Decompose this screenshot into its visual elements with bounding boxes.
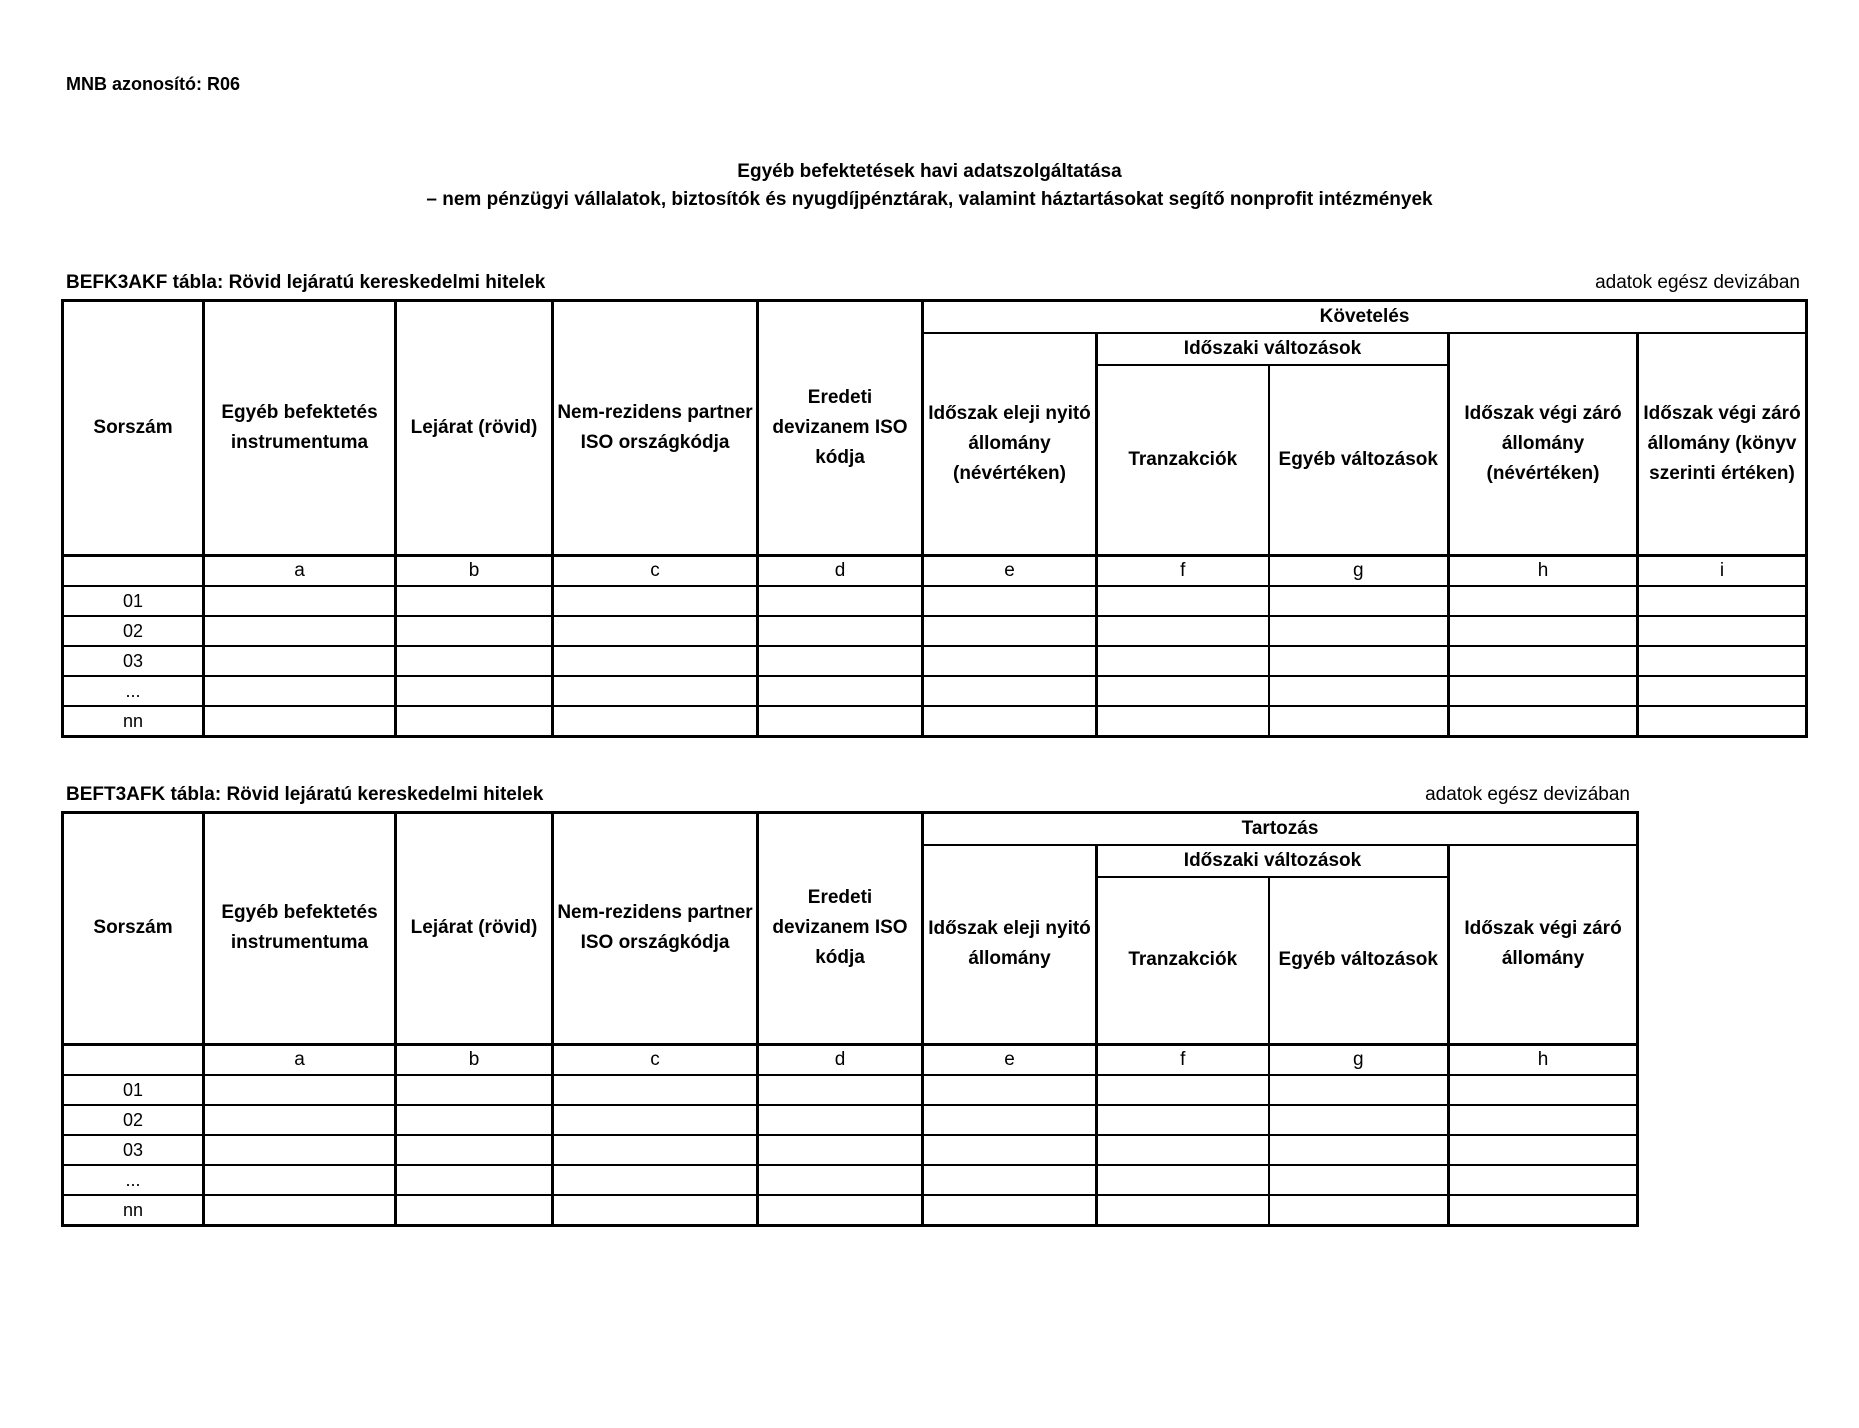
table2-unit: adatok egész devizában — [1425, 784, 1630, 805]
data-cell[interactable] — [1638, 646, 1807, 676]
data-cell[interactable] — [758, 1165, 923, 1195]
header-col-e: Időszak eleji nyitó állomány (névértéken) — [923, 333, 1097, 555]
data-cell[interactable] — [758, 676, 923, 706]
table-row — [63, 616, 1807, 646]
table-row — [63, 676, 1807, 706]
data-cell[interactable] — [1097, 646, 1269, 676]
table-row — [63, 706, 1807, 737]
letter-blank — [63, 1044, 204, 1075]
data-cell[interactable] — [923, 706, 1097, 737]
group-header-kovetel: Követelés — [923, 301, 1807, 334]
data-cell[interactable] — [1269, 1105, 1449, 1135]
row-number: 01 — [63, 1075, 204, 1105]
header-col-b: Lejárat (rövid) — [396, 301, 553, 556]
data-cell[interactable] — [553, 1165, 758, 1195]
table1-unit: adatok egész devizában — [1595, 272, 1800, 293]
data-cell[interactable] — [1097, 706, 1269, 737]
row-number: 03 — [63, 1135, 204, 1165]
table-row — [63, 1135, 1638, 1165]
header-col-g: Egyéb változások — [1269, 365, 1449, 555]
header-col-h: Időszak végi záró állomány — [1449, 845, 1638, 1044]
data-cell[interactable] — [553, 1105, 758, 1135]
data-cell[interactable] — [923, 1075, 1097, 1105]
row-number: nn — [63, 1195, 204, 1226]
table2-caption: BEFT3AFK tábla: Rövid lejáratú kereskedelmi hitelek — [66, 784, 544, 805]
column-letter: b — [396, 1044, 553, 1075]
column-letter: f — [1097, 555, 1269, 586]
data-cell[interactable] — [396, 676, 553, 706]
table-row — [63, 1165, 1638, 1195]
header-col-h: Időszak végi záró állomány (névértéken) — [1449, 333, 1638, 555]
data-cell[interactable] — [1097, 676, 1269, 706]
table-row — [63, 1195, 1638, 1226]
data-cell[interactable] — [923, 1165, 1097, 1195]
data-cell[interactable] — [1269, 1135, 1449, 1165]
letter-blank — [63, 555, 204, 586]
data-cell[interactable] — [204, 646, 396, 676]
data-cell[interactable] — [923, 586, 1097, 616]
column-letter: h — [1449, 555, 1638, 586]
data-cell[interactable] — [1269, 646, 1449, 676]
data-cell[interactable] — [1449, 616, 1638, 646]
column-letter: g — [1269, 1044, 1449, 1075]
row-number: 02 — [63, 1105, 204, 1135]
data-cell[interactable] — [396, 1195, 553, 1226]
data-cell[interactable] — [758, 1135, 923, 1165]
column-letter: b — [396, 555, 553, 586]
data-cell[interactable] — [553, 1075, 758, 1105]
header-col-c: Nem-rezidens partner ISO országkódja — [553, 301, 758, 556]
column-letter: f — [1097, 1044, 1269, 1075]
data-cell[interactable] — [923, 676, 1097, 706]
column-letter: e — [923, 555, 1097, 586]
data-cell[interactable] — [1097, 1165, 1269, 1195]
data-cell[interactable] — [553, 676, 758, 706]
data-cell[interactable] — [1097, 1075, 1269, 1105]
data-cell[interactable] — [1638, 676, 1807, 706]
data-cell[interactable] — [758, 646, 923, 676]
data-cell[interactable] — [758, 1075, 923, 1105]
data-cell[interactable] — [204, 676, 396, 706]
column-letter: d — [758, 1044, 923, 1075]
row-number: ... — [63, 676, 204, 706]
header-col-f: Tranzakciók — [1097, 877, 1269, 1044]
data-cell[interactable] — [1269, 616, 1449, 646]
data-cell[interactable] — [204, 706, 396, 737]
data-cell[interactable] — [204, 616, 396, 646]
data-cell[interactable] — [553, 1195, 758, 1226]
row-number: 03 — [63, 646, 204, 676]
data-cell[interactable] — [396, 1075, 553, 1105]
header-sorszam: Sorszám — [63, 301, 204, 556]
data-cell[interactable] — [396, 1165, 553, 1195]
data-cell[interactable] — [553, 646, 758, 676]
data-cell[interactable] — [204, 1075, 396, 1105]
data-cell[interactable] — [923, 646, 1097, 676]
row-number: ... — [63, 1165, 204, 1195]
row-number: nn — [63, 706, 204, 737]
row-number: 02 — [63, 616, 204, 646]
table-row — [63, 646, 1807, 676]
data-cell[interactable] — [1449, 1105, 1638, 1135]
data-cell[interactable] — [1097, 586, 1269, 616]
data-cell[interactable] — [1449, 646, 1638, 676]
data-cell[interactable] — [1097, 1135, 1269, 1165]
data-cell[interactable] — [204, 1195, 396, 1226]
table1 — [61, 299, 1808, 738]
data-cell[interactable] — [204, 1105, 396, 1135]
column-letter-row — [63, 1044, 1638, 1075]
header-col-i: Időszak végi záró állomány (könyv szerinti értéken) — [1638, 333, 1807, 555]
data-cell[interactable] — [1449, 1195, 1638, 1226]
table-row — [63, 1075, 1638, 1105]
data-cell[interactable] — [1269, 1195, 1449, 1226]
data-cell[interactable] — [1449, 586, 1638, 616]
column-letter: e — [923, 1044, 1097, 1075]
header-col-d: Eredeti devizanem ISO kódja — [758, 813, 923, 1045]
header-col-e: Időszak eleji nyitó állomány — [923, 845, 1097, 1044]
data-cell[interactable] — [204, 1135, 396, 1165]
data-cell[interactable] — [553, 616, 758, 646]
header-col-g: Egyéb változások — [1269, 877, 1449, 1044]
data-cell[interactable] — [1269, 1165, 1449, 1195]
header-col-a: Egyéb befektetés instrumentuma — [204, 813, 396, 1045]
column-letter: c — [553, 555, 758, 586]
document-title — [0, 158, 1859, 214]
data-cell[interactable] — [923, 1105, 1097, 1135]
data-cell[interactable] — [553, 706, 758, 737]
table-row — [63, 586, 1807, 616]
mnb-identifier: MNB azonosító: R06 — [66, 74, 241, 94]
data-cell[interactable] — [553, 586, 758, 616]
column-letter: i — [1638, 555, 1807, 586]
data-cell[interactable] — [1269, 586, 1449, 616]
group-header-tartozas: Tartozás — [923, 813, 1638, 846]
data-cell[interactable] — [396, 616, 553, 646]
data-cell[interactable] — [1449, 706, 1638, 737]
row-number: 01 — [63, 586, 204, 616]
header-col-f: Tranzakciók — [1097, 365, 1269, 555]
column-letter: d — [758, 555, 923, 586]
data-cell[interactable] — [758, 586, 923, 616]
data-cell[interactable] — [1638, 706, 1807, 737]
column-letter: g — [1269, 555, 1449, 586]
header-col-b: Lejárat (rövid) — [396, 813, 553, 1045]
data-cell[interactable] — [1449, 1075, 1638, 1105]
title-line-2: – nem pénzügyi vállalatok, biztosítók és nyugdíjpénztárak, valamint háztartásokat segítő nonprofit intézmények — [426, 189, 1433, 210]
data-cell[interactable] — [1449, 676, 1638, 706]
data-cell[interactable] — [396, 1135, 553, 1165]
header-col-a: Egyéb befektetés instrumentuma — [204, 301, 396, 556]
data-cell[interactable] — [1449, 1165, 1638, 1195]
data-cell[interactable] — [1638, 586, 1807, 616]
data-cell[interactable] — [204, 1165, 396, 1195]
data-cell[interactable] — [758, 1105, 923, 1135]
column-letter-row — [63, 555, 1807, 586]
data-cell[interactable] — [396, 646, 553, 676]
header-sorszam: Sorszám — [63, 813, 204, 1045]
data-cell[interactable] — [758, 616, 923, 646]
table1-caption: BEFK3AKF tábla: Rövid lejáratú kereskedelmi hitelek — [66, 272, 546, 293]
column-letter: c — [553, 1044, 758, 1075]
data-cell[interactable] — [923, 1135, 1097, 1165]
table-row — [63, 1105, 1638, 1135]
column-letter: a — [204, 555, 396, 586]
sub-group-header: Időszaki változások — [1097, 845, 1449, 877]
header-col-c: Nem-rezidens partner ISO országkódja — [553, 813, 758, 1045]
table2 — [61, 811, 1639, 1227]
data-cell[interactable] — [923, 1195, 1097, 1226]
data-cell[interactable] — [396, 706, 553, 737]
data-cell[interactable] — [1269, 1075, 1449, 1105]
sub-group-header: Időszaki változások — [1097, 333, 1449, 365]
column-letter: h — [1449, 1044, 1638, 1075]
data-cell[interactable] — [1638, 616, 1807, 646]
data-cell[interactable] — [204, 586, 396, 616]
data-cell[interactable] — [1097, 1195, 1269, 1226]
data-cell[interactable] — [1097, 1105, 1269, 1135]
data-cell[interactable] — [553, 1135, 758, 1165]
data-cell[interactable] — [396, 1105, 553, 1135]
data-cell[interactable] — [1269, 706, 1449, 737]
data-cell[interactable] — [1269, 676, 1449, 706]
data-cell[interactable] — [1449, 1135, 1638, 1165]
data-cell[interactable] — [758, 1195, 923, 1226]
column-letter: a — [204, 1044, 396, 1075]
data-cell[interactable] — [1097, 616, 1269, 646]
data-cell[interactable] — [923, 616, 1097, 646]
header-col-d: Eredeti devizanem ISO kódja — [758, 301, 923, 556]
data-cell[interactable] — [758, 706, 923, 737]
data-cell[interactable] — [396, 586, 553, 616]
title-line-1: Egyéb befektetések havi adatszolgáltatása — [737, 161, 1122, 182]
